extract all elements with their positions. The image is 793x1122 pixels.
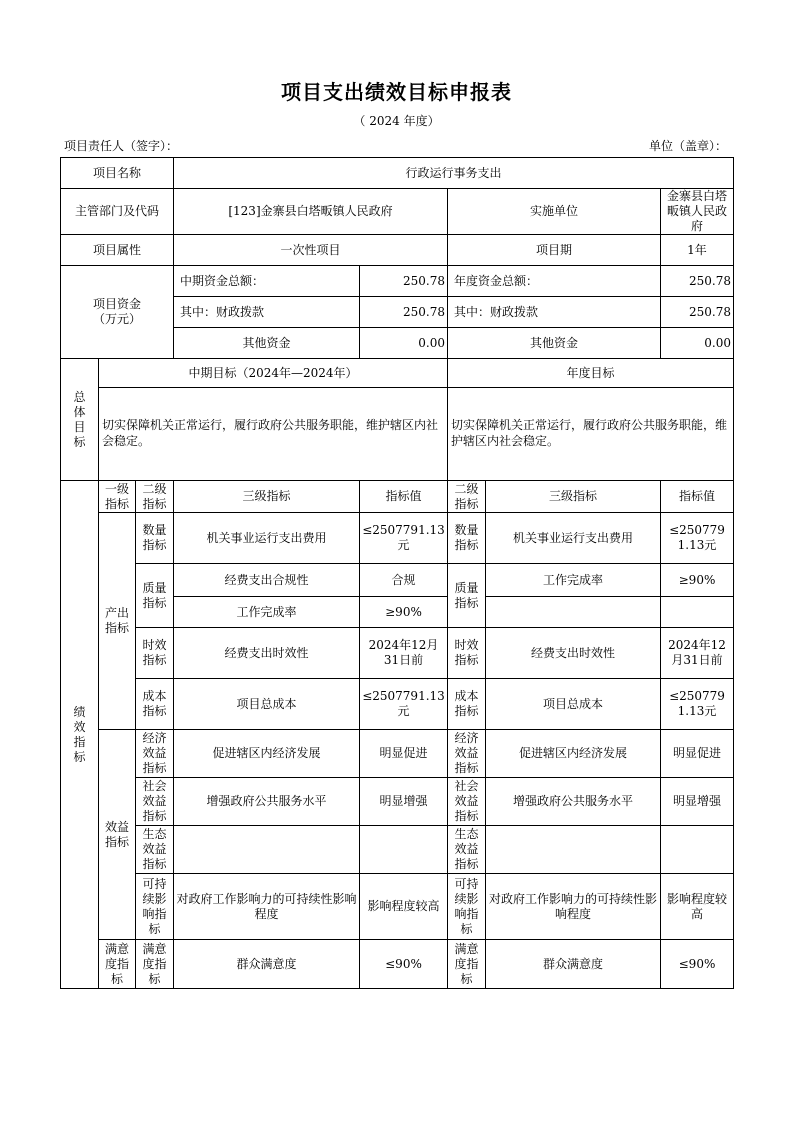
mid-goal-header: 中期目标（2024年—2024年） [99,359,448,388]
eco-mid-value [360,826,448,874]
attribute-label: 项目属性 [61,235,174,266]
year-fiscal-label: 其中：财政拨款 [448,297,661,328]
satis-year-name: 群众满意度 [486,940,661,989]
period-label: 项目期 [448,235,661,266]
eco-year-value [661,826,734,874]
performance-goal-table [60,157,734,989]
quality1-mid-value: 合规 [360,564,448,597]
quality1-year-name: 工作完成率 [486,564,661,597]
social-year-l2: 社会效益指标 [448,778,486,826]
cost-mid-l2: 成本指标 [136,679,174,730]
quality2-mid-value: ≥90% [360,597,448,628]
year-goal-header: 年度目标 [448,359,734,388]
time-year-l2: 时效指标 [448,628,486,679]
sust-mid-name: 对政府工作影响力的可持续性影响程度 [174,874,360,940]
level1-header: 一级指标 [99,481,136,513]
value-year-header: 指标值 [661,481,734,513]
eco-year-name [486,826,661,874]
year-goal-text: 切实保障机关正常运行，履行政府公共服务职能，维护辖区内社会稳定。 [448,388,734,481]
quality2-mid-name: 工作完成率 [174,597,360,628]
mid-total-label: 中期资金总额： [174,266,360,297]
year-total-label: 年度资金总额： [448,266,661,297]
quality2-year-name [486,597,661,628]
satisfaction-mid-l2: 满意度指标 [136,940,174,989]
period-value: 1年 [661,235,734,266]
attribute-value: 一次性项目 [174,235,448,266]
mid-other-label: 其他资金 [174,328,360,359]
level2-year-header: 二级指标 [448,481,486,513]
quality2-year-value [661,597,734,628]
sust-mid-l2: 可持续影响指标 [136,874,174,940]
unit-seal-label: 单位（盖章）： [648,139,727,153]
satisfaction-l1: 满意度指标 [99,940,136,989]
econ-year-l2: 经济效益指标 [448,730,486,778]
level3-year-header: 三级指标 [486,481,661,513]
benefit-label: 效益指标 [99,730,136,940]
satis-year-value: ≤90% [661,940,734,989]
econ-year-name: 促进辖区内经济发展 [486,730,661,778]
impl-unit-value: 金寨县白塔畈镇人民政府 [661,189,734,235]
econ-mid-l2: 经济效益指标 [136,730,174,778]
perf-indicators-label: 绩效指标 [61,481,99,989]
project-name-label: 项目名称 [61,158,174,189]
social-year-name: 增强政府公共服务水平 [486,778,661,826]
quality-year-l2: 质量指标 [448,564,486,628]
time-mid-l2: 时效指标 [136,628,174,679]
quality1-mid-name: 经费支出合规性 [174,564,360,597]
page-title: 项目支出绩效目标申报表 [281,80,512,104]
cost-year-value: ≤2507791.13元 [661,679,734,730]
impl-unit-label: 实施单位 [448,189,661,235]
value-mid-header: 指标值 [360,481,448,513]
satis-mid-name: 群众满意度 [174,940,360,989]
time-year-name: 经费支出时效性 [486,628,661,679]
level2-mid-header: 二级指标 [136,481,174,513]
year-other-value: 0.00 [661,328,734,359]
overall-goal-label: 总体目标 [61,359,99,481]
time-year-value: 2024年12月31日前 [661,628,734,679]
quality-mid-l2: 质量指标 [136,564,174,628]
quantity-year-value: ≤2507791.13元 [661,513,734,564]
quantity-mid-value: ≤2507791.13元 [360,513,448,564]
social-mid-name: 增强政府公共服务水平 [174,778,360,826]
dept-code-label: 主管部门及代码 [61,189,174,235]
sust-year-name: 对政府工作影响力的可持续性影响程度 [486,874,661,940]
year-total-value: 250.78 [661,266,734,297]
year-other-label: 其他资金 [448,328,661,359]
mid-goal-text: 切实保障机关正常运行，履行政府公共服务职能，维护辖区内社会稳定。 [99,388,448,481]
time-mid-name: 经费支出时效性 [174,628,360,679]
cost-mid-value: ≤2507791.13元 [360,679,448,730]
level3-mid-header: 三级指标 [174,481,360,513]
econ-mid-name: 促进辖区内经济发展 [174,730,360,778]
responsible-signature-label: 项目责任人（签字）： [64,139,179,153]
funds-label: 项目资金（万元） [61,266,174,359]
mid-fiscal-value: 250.78 [360,297,448,328]
econ-year-value: 明显促进 [661,730,734,778]
mid-total-value: 250.78 [360,266,448,297]
cost-year-name: 项目总成本 [486,679,661,730]
dept-code-value: [123]金寨县白塔畈镇人民政府 [174,189,448,235]
year-line: （ 2024 年度） [353,114,440,128]
social-mid-value: 明显增强 [360,778,448,826]
social-mid-l2: 社会效益指标 [136,778,174,826]
eco-year-l2: 生态效益指标 [448,826,486,874]
quantity-year-l2: 数量指标 [448,513,486,564]
cost-year-l2: 成本指标 [448,679,486,730]
quantity-mid-name: 机关事业运行支出费用 [174,513,360,564]
econ-mid-value: 明显促进 [360,730,448,778]
mid-other-value: 0.00 [360,328,448,359]
mid-fiscal-label: 其中：财政拨款 [174,297,360,328]
time-mid-value: 2024年12月31日前 [360,628,448,679]
year-fiscal-value: 250.78 [661,297,734,328]
sust-mid-value: 影响程度较高 [360,874,448,940]
satis-mid-value: ≤90% [360,940,448,989]
sust-year-l2: 可持续影响指标 [448,874,486,940]
output-label: 产出指标 [99,513,136,730]
eco-mid-name [174,826,360,874]
satisfaction-year-l2: 满意度指标 [448,940,486,989]
project-name-value: 行政运行事务支出 [174,158,734,189]
quality1-year-value: ≥90% [661,564,734,597]
cost-mid-name: 项目总成本 [174,679,360,730]
social-year-value: 明显增强 [661,778,734,826]
sust-year-value: 影响程度较高 [661,874,734,940]
eco-mid-l2: 生态效益指标 [136,826,174,874]
quantity-year-name: 机关事业运行支出费用 [486,513,661,564]
quantity-mid-l2: 数量指标 [136,513,174,564]
